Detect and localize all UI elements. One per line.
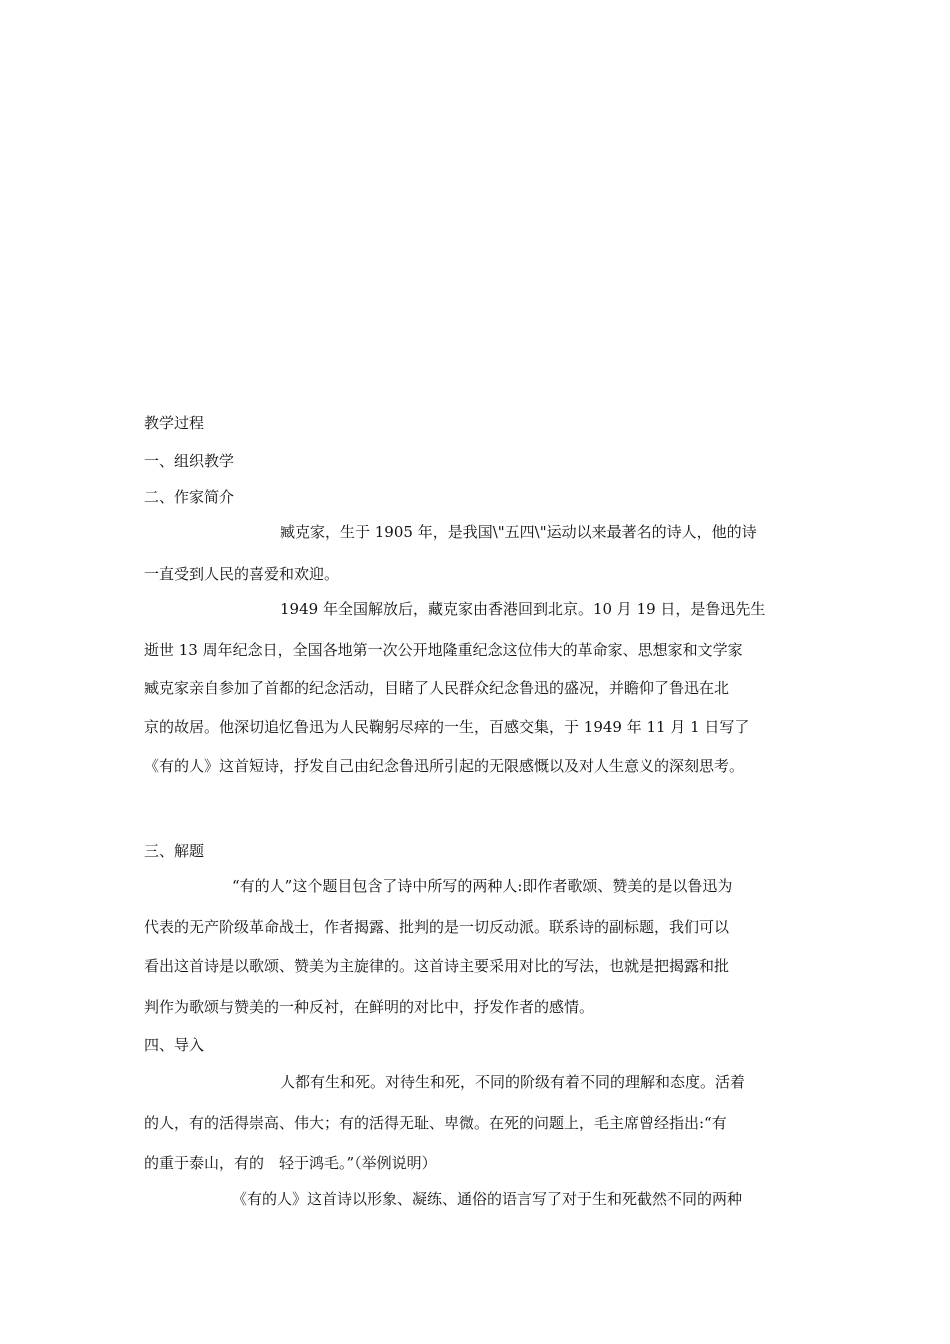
section-heading-intro: 四、导入 (144, 1036, 205, 1054)
section-heading-title: 三、解题 (144, 842, 205, 860)
author-paragraph-1-line-2: 一直受到人民的喜爱和欢迎。 (144, 565, 340, 583)
author-paragraph-2-line-5: 《有的人》这首短诗，抒发自己由纪念鲁迅所引起的无限感慨以及对人生意义的深刻思考。 (144, 757, 745, 775)
intro-paragraph-2-line-1: 《有的人》这首诗以形象、凝练、通俗的语言写了对于生和死截然不同的两种 (232, 1190, 743, 1208)
title-paragraph-line-1: “有的人”这个题目包含了诗中所写的两种人:即作者歌颂、赞美的是以鲁迅为 (232, 877, 733, 895)
author-paragraph-2-line-3: 臧克家亲自参加了首都的纪念活动，目睹了人民群众纪念鲁迅的盛况，并瞻仰了鲁迅在北 (144, 679, 730, 697)
intro-paragraph-1-line-2: 的人，有的活得崇高、伟大；有的活得无耻、卑微。在死的问题上，毛主席曾经指出:“有 (144, 1114, 727, 1132)
author-paragraph-2-line-1: 1949 年全国解放后，藏克家由香港回到北京。10 月 19 日，是鲁迅先生 (280, 600, 766, 618)
author-paragraph-2-line-2: 逝世 13 周年纪念日，全国各地第一次公开地隆重纪念这位伟大的革命家、思想家和文学家 (144, 641, 743, 659)
title-paragraph-line-3: 看出这首诗是以歌颂、赞美为主旋律的。这首诗主要采用对比的写法，也就是把揭露和批 (144, 957, 730, 975)
author-paragraph-2-line-4: 京的故居。他深切追忆鲁迅为人民鞠躬尽瘁的一生，百感交集，于 1949 年 11 月 1 日写了 (144, 718, 750, 736)
title-paragraph-line-4: 判作为歌颂与赞美的一种反衬，在鲜明的对比中，抒发作者的感情。 (144, 998, 595, 1016)
author-paragraph-1-line-1: 臧克家，生于 1905 年，是我国\"五四\"运动以来最著名的诗人，他的诗 (280, 523, 757, 541)
intro-paragraph-1-line-3: 的重于泰山，有的 轻于鸿毛。”（举例说明） (144, 1154, 437, 1172)
title-paragraph-line-2: 代表的无产阶级革命战士，作者揭露、批判的是一切反动派。联系诗的副标题，我们可以 (144, 918, 730, 936)
intro-paragraph-1-line-1: 人都有生和死。对待生和死，不同的阶级有着不同的理解和态度。活着 (280, 1073, 746, 1091)
section-heading-organize: 一、组织教学 (144, 452, 235, 470)
section-heading-author: 二、作家简介 (144, 488, 235, 506)
document-heading: 教学过程 (144, 414, 205, 432)
